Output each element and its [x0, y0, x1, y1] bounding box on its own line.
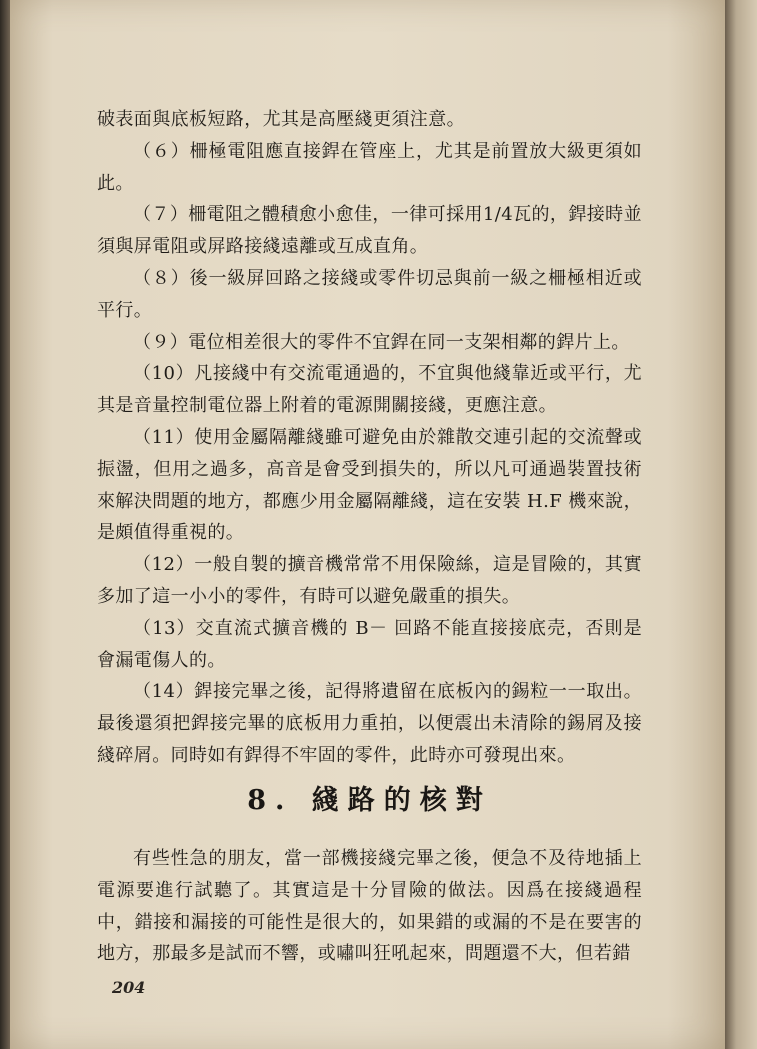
paragraph: 有些性急的朋友，當一部機接綫完畢之後，便急不及待地插上電源要進行試聽了。其實這是十分冒險的做法。因爲在接綫過程中，錯接和漏接的可能性是很大的，如果錯的或漏的不是在要害的地方，那最多是試而不響，或嘯叫狂吼起來，問題還不大，但若錯 — [97, 848, 642, 965]
paragraph: （９）電位相差很大的零件不宜銲在同一支架相鄰的銲片上。 — [133, 331, 630, 353]
paragraph: 破表面與底板短路，尤其是高壓綫更須注意。 — [97, 109, 465, 130]
paragraph: （10）凡接綫中有交流電通過的，不宜與他綫靠近或平行，尤其是音量控制電位器上附着的電源開關接綫，更應注意。 — [97, 363, 642, 417]
paragraph: （13）交直流式擴音機的 B－ 回路不能直接接底売，否則是會漏電傷人的。 — [97, 617, 642, 671]
paragraph: （12）一般自製的擴音機常常不用保險絲，這是冒險的，其實多加了這一小小的零件，有時可以避免嚴重的損失。 — [97, 554, 642, 607]
paragraph: （７）柵電阻之體積愈小愈佳，一律可採用1/4瓦的，銲接時並須與屏電阻或屏路接綫遠離或互成直角。 — [97, 204, 642, 258]
facing-page-edge — [725, 0, 757, 1049]
body-text-lower — [97, 843, 642, 970]
section-heading: 8. 綫路的核對 — [247, 785, 492, 816]
paragraph: （11）使用金屬隔離綫雖可避免由於雜散交連引起的交流聲或振盪，但用之過多，高音是會受到損失的，所以凡可通過裝置技術來解決問題的地方，都應少用金屬隔離綫，這在安裝 H.F 機來說，是頗值得重視的。 — [97, 426, 642, 544]
body-text-upper — [97, 104, 642, 772]
paragraph: （６）柵極電阻應直接銲在管座上，尤其是前置放大級更須如此。 — [97, 140, 642, 194]
paragraph: （14）銲接完畢之後，記得將遺留在底板內的錫粒一一取出。最後還須把銲接完畢的底板用力重拍，以便震出未清除的錫屑及接綫碎屑。同時如有銲得不牢固的零件，此時亦可發現出來。 — [97, 681, 642, 766]
page-number: 204 — [112, 978, 146, 997]
paragraph: （８）後一級屏回路之接綫或零件切忌與前一級之柵極相近或平行。 — [97, 267, 642, 321]
